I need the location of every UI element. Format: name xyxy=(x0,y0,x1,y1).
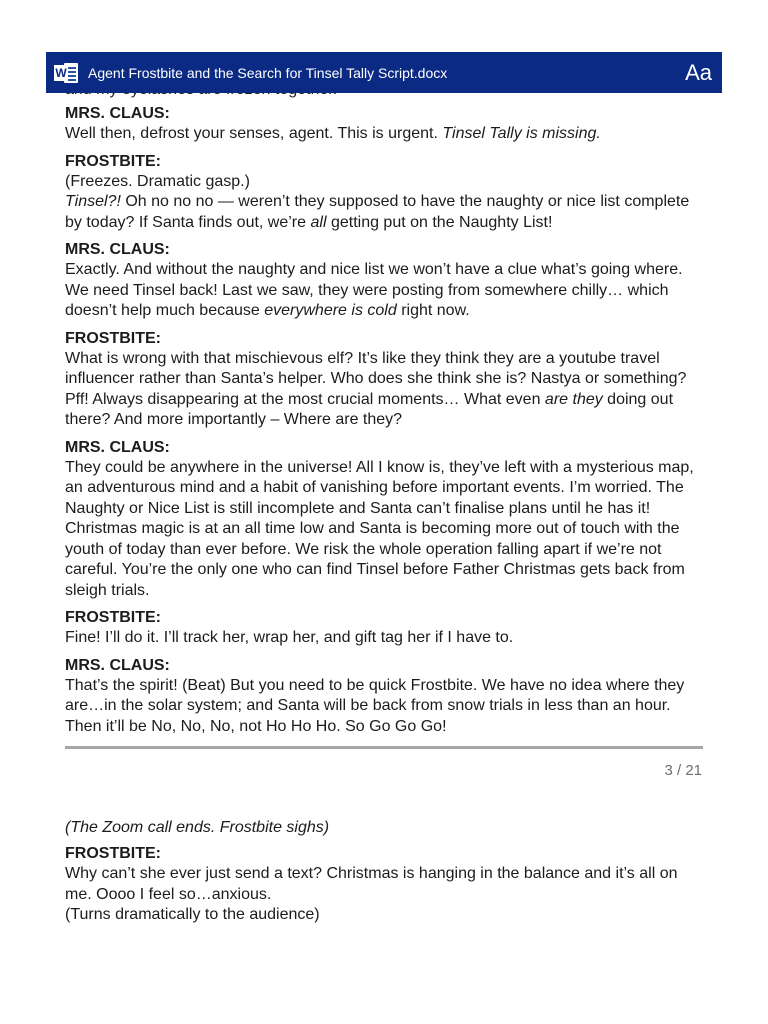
document-title: Agent Frostbite and the Search for Tinsel Tally Script.docx xyxy=(88,64,448,81)
dialogue-line: Naughty or Nice List is still incomplete and Santa can’t finalise plans until he has it! xyxy=(65,499,651,517)
speaker-name: MRS. CLAUS: xyxy=(65,656,170,674)
dialogue-line: We need Tinsel back! Last we saw, they were posting from somewhere chilly… which xyxy=(65,281,669,299)
dialogue-line: sleigh trials. xyxy=(65,581,150,599)
dialogue-line: What is wrong with that mischievous elf? It’s like they think they are a youtube travel xyxy=(65,349,660,367)
dialogue-block xyxy=(65,240,705,322)
dialogue-block xyxy=(65,844,705,926)
dialogue-line: That’s the spirit! (Beat) But you need to be quick Frostbite. We have no idea where they xyxy=(65,676,685,694)
dialogue-line: Exactly. And without the naughty and nice list we won’t have a clue what’s going where. xyxy=(65,261,683,278)
page-indicator: 3 / 21 xyxy=(664,762,702,779)
dialogue-line: Fine! I’ll do it. I’ll track her, wrap her, and gift tag her if I have to. xyxy=(65,629,514,646)
speaker-name: FROSTBITE: xyxy=(65,152,161,170)
dialogue-line: Tinsel?! Oh no no no — weren’t they supposed to have the naughty or nice list complete xyxy=(65,193,690,210)
dialogue-line: youth of today than ever before. We risk the whole operation falling apart if we’re not xyxy=(65,540,662,558)
dialogue-line: Christmas magic is at an all time low and Santa is becoming more out of touch with the xyxy=(65,520,680,537)
dialogue-block xyxy=(65,152,705,234)
dialogue-line: (Turns dramatically to the audience) xyxy=(65,906,320,923)
page-divider xyxy=(65,746,703,749)
dialogue-line: by today? If Santa finds out, we’re all getting put on the Naughty List! xyxy=(65,213,553,231)
next-page-content xyxy=(65,818,705,933)
dialogue-block xyxy=(65,104,705,145)
stage-direction: (The Zoom call ends. Frostbite sighs) xyxy=(65,819,330,836)
title-bar xyxy=(46,52,722,93)
speaker-name: FROSTBITE: xyxy=(65,329,161,347)
dialogue-line: Pff! Always disappearing at the most crucial moments… What even are they doing out xyxy=(65,390,674,408)
next-page-dialogue xyxy=(65,844,705,926)
dialogue-line: me. Oooo I feel so…anxious. xyxy=(65,885,272,903)
dialogue-line: doesn’t help much because everywhere is cold right now. xyxy=(65,302,470,319)
speaker-name: FROSTBITE: xyxy=(65,845,161,862)
word-icon-letter: W xyxy=(55,65,67,80)
dialogue-line: They could be anywhere in the universe! All I know is, they’ve left with a mysterious map, xyxy=(65,458,694,476)
dialogue-line: an adventurous mind and a habit of vanishing before important events. I’m worried. The xyxy=(65,479,684,496)
dialogue-line: careful. You’re the only one who can find Tinsel before Father Christmas gets back from xyxy=(65,561,685,578)
font-size-button[interactable]: Aa xyxy=(685,59,712,85)
dialogue-line: influencer rather than Santa’s helper. Who does she think she is? Nastya or something? xyxy=(65,370,687,387)
dialogue-block xyxy=(65,329,705,431)
word-icon xyxy=(54,62,78,84)
speaker-name: MRS. CLAUS: xyxy=(65,241,170,258)
speaker-name: MRS. CLAUS: xyxy=(65,438,170,456)
speaker-name: FROSTBITE: xyxy=(65,609,161,626)
dialogue-line: Then it’ll be No, No, No, not Ho Ho Ho. So Go Go Go! xyxy=(65,717,447,735)
dialogue-line: are…in the solar system; and Santa will be back from snow trials in less than an hour. xyxy=(65,697,671,714)
dialogue-line: Why can’t she ever just send a text? Christmas is hanging in the balance and it’s all on xyxy=(65,865,678,882)
dialogue-line: (Freezes. Dramatic gasp.) xyxy=(65,172,250,190)
dialogue-line: there? And more importantly – Where are they? xyxy=(65,411,403,428)
dialogue-block xyxy=(65,608,705,649)
dialogue-line: Well then, defrost your senses, agent. This is urgent. Tinsel Tally is missing. xyxy=(65,125,601,142)
dialogue-block xyxy=(65,656,705,738)
script-page-content xyxy=(65,104,705,744)
dialogue-block xyxy=(65,438,705,602)
speaker-name: MRS. CLAUS: xyxy=(65,105,170,122)
